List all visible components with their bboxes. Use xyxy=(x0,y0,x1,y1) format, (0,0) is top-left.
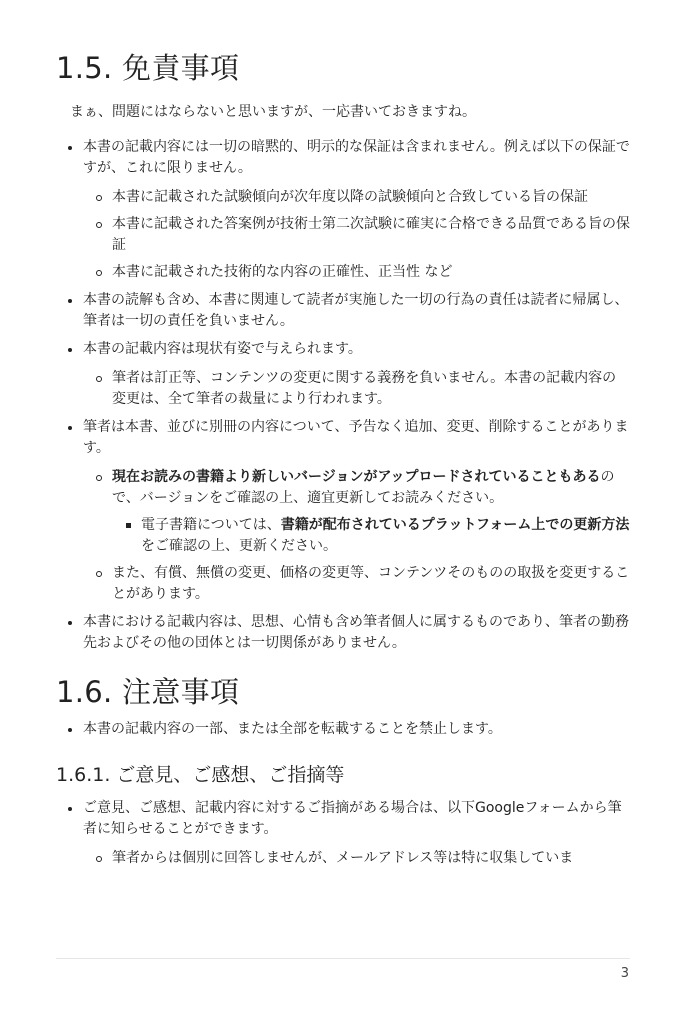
emphasis-text: 現在お読みの書籍より新しいバージョンがアップロードされていることもある xyxy=(112,469,601,485)
sub-list-item: 筆者は訂正等、コンテンツの変更に関する義務を負いません。本書の記載内容の変更は、全て筆者の裁量により行われます。 xyxy=(83,368,630,410)
sub-list xyxy=(83,368,630,410)
sub-sub-list xyxy=(112,515,630,557)
notes-list xyxy=(56,719,630,740)
sub-list xyxy=(83,187,630,283)
list-item: 本書の記載内容は現状有姿で与えられます。 筆者は訂正等、コンテンツの変更に関する義務を負いません。本書の記載内容の変更は、全て筆者の裁量により行われます。 xyxy=(56,339,630,410)
list-item: 筆者は本書、並びに別冊の内容について、予告なく追加、変更、削除することがあります。 現在お読みの書籍より新しいバージョンがアップロードされていることもあるので、バージョンをご確認の上、適宜更新してお読みください。 電子書籍については、書籍が配布されているプラットフォーム上での更新方法をご確認の上、更新ください。 また、有償、無償の変更、価格の変更等、コンテンツそのものの取扱を変更することがあります。 xyxy=(56,417,630,605)
page-number: 3 xyxy=(620,966,629,981)
sub-list-item: 本書に記載された技術的な内容の正確性、正当性 など xyxy=(83,262,630,283)
sub-sub-list-item: 電子書籍については、書籍が配布されているプラットフォーム上での更新方法をご確認の上、更新ください。 xyxy=(112,515,630,557)
intro-paragraph: まぁ、問題にはならないと思いますが、一応書いておきますね。 xyxy=(70,104,476,120)
list-item: 本書の読解も含め、本書に関連して読者が実施した一切の行為の責任は読者に帰属し、筆者は一切の責任を負いません。 xyxy=(56,290,630,332)
sub-list xyxy=(83,467,630,605)
sub-list-item: 本書に記載された答案例が技術士第二次試験に確実に合格できる品質である旨の保証 xyxy=(83,214,630,256)
emphasis-text: 書籍が配布されているプラットフォーム上での更新方法 xyxy=(280,517,630,533)
subsection-heading-feedback: 1.6.1. ご意見、ご感想、ご指摘等 xyxy=(56,764,345,786)
sub-list xyxy=(83,848,630,869)
sub-list-item: 現在お読みの書籍より新しいバージョンがアップロードされていることもあるので、バージョンをご確認の上、適宜更新してお読みください。 電子書籍については、書籍が配布されているプラットフォーム上での更新方法をご確認の上、更新ください。 xyxy=(83,467,630,557)
list-item: 本書における記載内容は、思想、心情も含め筆者個人に属するものであり、筆者の勤務先およびその他の団体とは一切関係がありません。 xyxy=(56,612,630,654)
list-item: 本書の記載内容の一部、または全部を転載することを禁止します。 xyxy=(56,719,630,740)
section-heading-notes: 1.6. 注意事項 xyxy=(56,675,240,709)
disclaimer-list xyxy=(56,137,630,654)
sub-list-item: 本書に記載された試験傾向が次年度以降の試験傾向と合致している旨の保証 xyxy=(83,187,630,208)
section-heading-disclaimer: 1.5. 免責事項 xyxy=(56,51,240,85)
sub-list-item: また、有償、無償の変更、価格の変更等、コンテンツそのものの取扱を変更することがあります。 xyxy=(83,563,630,605)
sub-list-item: 筆者からは個別に回答しませんが、メールアドレス等は特に収集していま xyxy=(83,848,630,869)
list-item: ご意見、ご感想、記載内容に対するご指摘がある場合は、以下Googleフォームから筆者に知らせることができます。 筆者からは個別に回答しませんが、メールアドレス等は特に収集していま xyxy=(56,798,630,869)
feedback-list xyxy=(56,798,630,869)
list-item: 本書の記載内容には一切の暗黙的、明示的な保証は含まれません。例えば以下の保証ですが、これに限りません。 本書に記載された試験傾向が次年度以降の試験傾向と合致している旨の保証 本書に記載された答案例が技術士第二次試験に確実に合格できる品質である旨の保証 本書に記載された技術的な内容の正確性、正当性 など xyxy=(56,137,630,283)
footer-divider xyxy=(56,958,630,959)
page-content xyxy=(56,48,630,869)
